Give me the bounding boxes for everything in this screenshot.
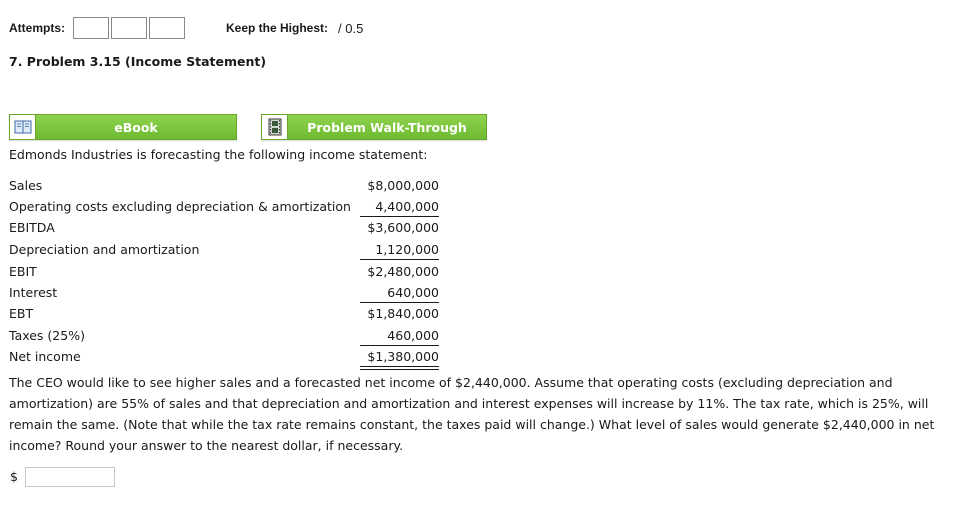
attempt-box [73, 17, 109, 39]
attempts-label: Attempts: [9, 21, 65, 35]
walkthrough-label: Problem Walk-Through [307, 119, 467, 135]
statement-label: EBITDA [9, 220, 55, 235]
statement-value: 640,000 [387, 285, 439, 300]
book-icon [10, 115, 36, 139]
statement-value: $1,840,000 [367, 306, 439, 321]
score-value: / 0.5 [338, 21, 364, 36]
double-underline [360, 366, 439, 370]
attempt-boxes [73, 17, 187, 39]
statement-value: $8,000,000 [367, 178, 439, 193]
statement-value: 460,000 [387, 328, 439, 343]
underline [360, 345, 439, 346]
attempt-box [111, 17, 147, 39]
statement-value: 4,400,000 [375, 199, 439, 214]
statement-label: EBIT [9, 264, 37, 279]
statement-value: 1,120,000 [375, 242, 439, 257]
statement-label: Interest [9, 285, 58, 300]
attempt-box [149, 17, 185, 39]
statement-value: $3,600,000 [367, 220, 439, 235]
statement-label: Depreciation and amortization [9, 242, 200, 257]
statement-value: $1,380,000 [367, 349, 439, 364]
film-icon [262, 115, 288, 139]
problem-walkthrough-button[interactable] [261, 114, 487, 140]
statement-label: Operating costs excluding depreciation & amortization [9, 199, 351, 214]
statement-value: $2,480,000 [367, 264, 439, 279]
answer-input[interactable] [25, 467, 115, 487]
question-text: The CEO would like to see higher sales and a forecasted net income of $2,440,000. Assume that operating costs (excluding depreciation and amortization) are 55% of sales and that depreciation and amortization and interest expenses will increase by 11%. The tax rate, which is 25%, will remain the same. (Note that while the tax rate remains constant, the taxes paid will change.) What level of sales would generate $2,440,000 in net income? Round your answer to the nearest dollar, if necessary. [9, 375, 935, 453]
statement-label: Sales [9, 178, 43, 193]
statement-label: Taxes (25%) [9, 328, 85, 343]
problem-title: 7. Problem 3.15 (Income Statement) [9, 54, 267, 69]
underline [360, 216, 439, 217]
statement-label: EBT [9, 306, 34, 321]
underline [360, 302, 439, 303]
underline [360, 259, 439, 260]
keep-highest-label: Keep the Highest: [226, 21, 329, 35]
currency-symbol: $ [10, 469, 18, 484]
ebook-button[interactable] [9, 114, 237, 140]
ebook-label: eBook [114, 119, 158, 135]
statement-label: Net income [9, 349, 81, 364]
problem-intro: Edmonds Industries is forecasting the following income statement: [9, 147, 428, 162]
